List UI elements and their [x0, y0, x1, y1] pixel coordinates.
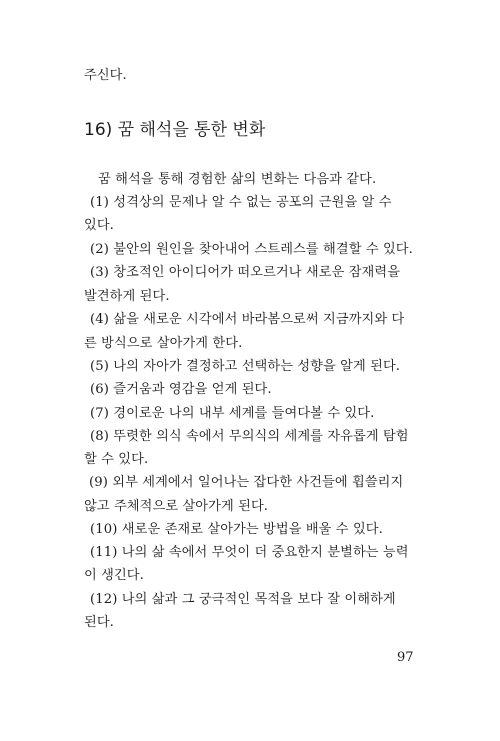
- body-line: 발견하게 된다.: [84, 289, 170, 304]
- body-line: 이 생긴다.: [84, 568, 144, 583]
- body-line: 른 방식으로 살아가게 한다.: [84, 336, 243, 351]
- body-line: 있다.: [84, 218, 114, 233]
- body-line: 않고 주체적으로 살아가게 된다.: [84, 499, 269, 514]
- page-number: 97: [397, 650, 414, 665]
- body-line: (1) 성격상의 문제나 알 수 없는 공포의 근원을 알 수: [90, 195, 392, 210]
- body-line: 된다.: [84, 615, 114, 630]
- intro-line: 꿈 해석을 통해 경험한 삶의 변화는 다음과 같다.: [98, 172, 377, 187]
- body-line: 할 수 있다.: [84, 452, 149, 467]
- body-line: (11) 나의 삶 속에서 무엇이 더 중요한지 분별하는 능력: [90, 545, 409, 560]
- body-line: (7) 경이로운 나의 내부 세계를 들여다볼 수 있다.: [90, 406, 375, 421]
- body-line: (9) 외부 세계에서 일어나는 잡다한 사건들에 휩쓸리지: [89, 475, 404, 490]
- body-line: (2) 불안의 원인을 찾아내어 스트레스를 해결할 수 있다.: [90, 242, 413, 257]
- body-line: (4) 삶을 새로운 시각에서 바라봄으로써 지금까지와 다: [90, 312, 405, 327]
- body-line: (12) 나의 삶과 그 궁극적인 목적을 보다 잘 이해하게: [90, 592, 396, 607]
- body-line: (10) 새로운 존재로 살아가는 방법을 배울 수 있다.: [90, 522, 383, 537]
- body-line: (6) 즐거움과 영감을 얻게 된다.: [90, 382, 272, 397]
- body-line: (3) 창조적인 아이디어가 떠오르거나 새로운 잠재력을: [90, 265, 401, 280]
- section-heading: 16) 꿈 해석을 통한 변화: [84, 120, 266, 140]
- body-line: (5) 나의 자아가 결정하고 선택하는 성향을 알게 된다.: [90, 359, 401, 374]
- carry-over-text: 주신다.: [84, 68, 127, 83]
- body-line: (8) 뚜렷한 의식 속에서 무의식의 세계를 자유롭게 탐험: [90, 429, 409, 444]
